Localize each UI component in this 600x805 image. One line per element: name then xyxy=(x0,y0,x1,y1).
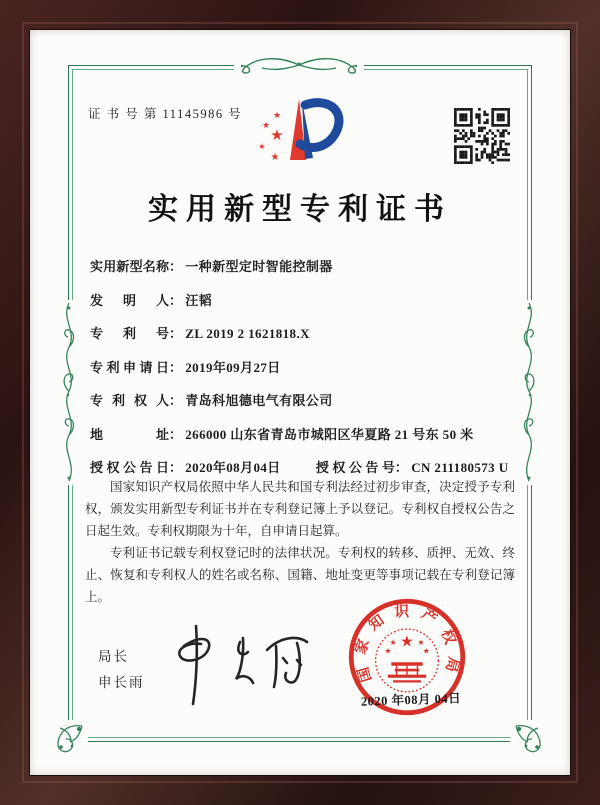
field-row-grant: 授权公告日： 2020年08月04日 授权公告号： CN 211180573 U xyxy=(90,457,509,476)
field-value: ZL 2019 2 1621818.X xyxy=(185,326,310,341)
svg-text:★: ★ xyxy=(272,110,282,120)
svg-text:★: ★ xyxy=(417,637,425,647)
svg-text:★: ★ xyxy=(399,633,415,651)
field-row-inventor: 发明人： 汪韬 xyxy=(90,290,212,309)
field-value: 2020年08月04日 xyxy=(185,460,281,475)
field-value: 266000 山东省青岛市城阳区华夏路 21 号东 50 米 xyxy=(185,427,474,442)
field-label: 发明人 xyxy=(90,293,169,308)
field-value: CN 211180573 U xyxy=(411,460,509,475)
certificate-number: 证 书 号 第 11145986 号 xyxy=(88,107,243,121)
field-pair-gazette: 授权公告号： CN 211180573 U xyxy=(316,460,509,475)
svg-text:★: ★ xyxy=(270,128,284,144)
field-label: 授权公告号 xyxy=(315,460,395,475)
field-value: 2019年09月27日 xyxy=(185,360,281,375)
svg-text:★: ★ xyxy=(261,120,271,130)
svg-text:★: ★ xyxy=(258,142,266,151)
svg-text:★: ★ xyxy=(389,637,397,647)
field-value: 青岛科旭德电气有限公司 xyxy=(185,393,333,408)
border-ornament-right-icon xyxy=(517,300,541,485)
field-row-filing-date: 专利申请日： 2019年09月27日 xyxy=(90,357,281,376)
seal-date: 2020 年08月 04日 xyxy=(360,691,462,709)
legal-paragraph-1: 国家知识产权局依照中华人民共和国专利法经过初步审查，决定授予专利权，颁发实用新型专利证书并在专利登记簿上予以登记。专利权自授权公告之日起生效。专利权期限为十年，自申请日起算。 xyxy=(85,480,515,538)
field-label: 专利号 xyxy=(90,326,169,341)
field-label: 专利申请日 xyxy=(90,360,169,375)
cnipa-logo-icon xyxy=(253,96,345,176)
border-ornament-left-icon xyxy=(57,300,81,485)
legal-paragraph-2: 专利证书记载专利权登记时的法律状况。专利权的转移、质押、无效、终止、恢复和专利权人的姓名或名称、国籍、地址变更等事项记载在专利登记簿上。 xyxy=(85,546,515,604)
handwritten-signature-icon xyxy=(150,616,315,708)
border-ornament-bottom-right-icon xyxy=(510,720,546,756)
legal-text xyxy=(85,476,515,608)
svg-text:★: ★ xyxy=(384,646,392,656)
field-label: 实用新型名称 xyxy=(90,259,169,274)
svg-text:★: ★ xyxy=(270,152,280,163)
seal-text: 国家知识产权局 xyxy=(352,603,462,684)
svg-text:★: ★ xyxy=(422,646,430,656)
field-label: 授权公告日 xyxy=(90,460,169,475)
field-value: 汪韬 xyxy=(185,293,213,308)
field-row-address: 地址： 266000 山东省青岛市城阳区华夏路 21 号东 50 米 xyxy=(90,424,474,443)
field-row-name: 实用新型名称： 一种新型定时智能控制器 xyxy=(90,256,333,275)
qr-code xyxy=(454,108,510,164)
field-label: 地址 xyxy=(90,427,169,442)
field-label: 专利权人 xyxy=(90,393,169,408)
field-value: 一种新型定时智能控制器 xyxy=(185,259,333,274)
border-ornament-bottom-left-icon xyxy=(52,720,88,756)
field-row-patent-no: 专利号： ZL 2019 2 1621818.X xyxy=(90,323,310,342)
page-title: 实用新型专利证书 xyxy=(148,193,452,226)
director-name: 申长雨 xyxy=(98,675,145,690)
border-ornament-top-icon xyxy=(234,53,364,77)
field-row-patentee: 专利权人： 青岛科旭德电气有限公司 xyxy=(90,390,333,409)
director-title: 局长 xyxy=(98,649,129,664)
